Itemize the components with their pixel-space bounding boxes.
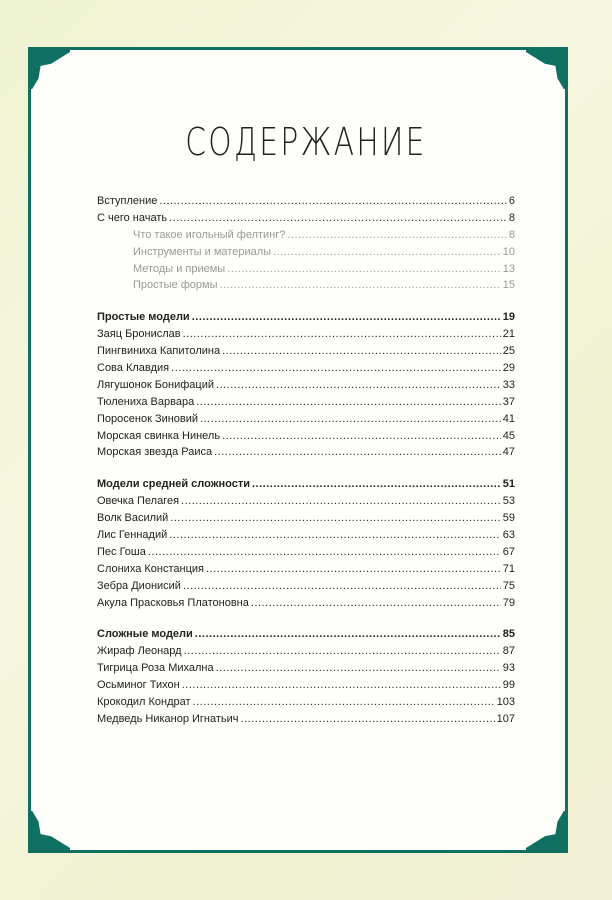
spacer — [97, 611, 515, 626]
entry-page: 75 — [502, 579, 515, 592]
leader-dots — [183, 326, 501, 343]
corner-ornament — [526, 811, 568, 853]
entry-page: 6 — [508, 195, 515, 207]
entry-title: Простые формы — [133, 279, 218, 292]
leader-dots — [222, 343, 501, 360]
leader-dots — [171, 360, 501, 377]
toc-entry[interactable] — [97, 244, 515, 261]
page-title: СОДЕРЖАНИЕ — [185, 120, 427, 164]
entry-title: Заяц Бронислав — [97, 328, 181, 341]
entry-title: Методы и приемы — [133, 262, 226, 275]
leader-dots — [214, 444, 501, 461]
entry-page: 103 — [496, 696, 515, 709]
entry-page: 67 — [502, 545, 515, 558]
leader-dots — [181, 493, 501, 510]
entry-title: Лис Геннадий — [97, 529, 168, 542]
entry-title: Простые модели — [97, 311, 190, 324]
toc-entry[interactable] — [97, 343, 515, 360]
entry-page: 59 — [502, 512, 515, 525]
entry-page: 45 — [502, 429, 515, 442]
toc-entry[interactable] — [97, 411, 515, 428]
toc-entry[interactable] — [97, 360, 515, 377]
leader-dots — [184, 643, 501, 660]
entry-title: Пес Гоша — [97, 545, 146, 558]
entry-page: 25 — [502, 345, 515, 358]
entry-title: Тюлениха Варвара — [97, 395, 195, 408]
entry-title: Осьминог Тихон — [97, 679, 180, 692]
toc-entry[interactable] — [97, 677, 515, 694]
spacer — [97, 461, 515, 476]
entry-page: 99 — [502, 679, 515, 692]
entry-page: 79 — [502, 596, 515, 609]
toc-entry[interactable] — [97, 660, 515, 677]
entry-title: Сова Клавдия — [97, 362, 170, 375]
entry-page: 47 — [502, 446, 515, 459]
entry-title: Тигрица Роза Михална — [97, 662, 214, 675]
entry-title: Овечка Пелагея — [97, 495, 180, 508]
leader-dots — [200, 411, 501, 428]
toc-entry[interactable] — [97, 227, 515, 244]
leader-dots — [182, 677, 501, 694]
toc-entry[interactable] — [97, 694, 515, 711]
toc-entry[interactable] — [97, 277, 515, 294]
leader-dots — [220, 277, 501, 294]
entry-title: Волк Василий — [97, 512, 169, 525]
leader-dots — [196, 394, 501, 411]
entry-page: 15 — [502, 279, 515, 292]
entry-title: Лягушонок Бонифаций — [97, 378, 215, 391]
toc-entry[interactable] — [97, 527, 515, 544]
toc-entry[interactable] — [97, 210, 515, 227]
leader-dots — [169, 527, 501, 544]
leader-dots — [222, 428, 501, 445]
leader-dots — [287, 227, 506, 244]
toc-entry[interactable] — [97, 309, 515, 326]
leader-dots — [183, 578, 501, 595]
entry-page: 19 — [502, 311, 515, 324]
entry-title: Медведь Никанор Игнатьич — [97, 712, 239, 725]
entry-title: Поросенок Зиновий — [97, 412, 199, 425]
entry-page: 51 — [502, 478, 515, 491]
leader-dots — [216, 377, 501, 394]
leader-dots — [216, 660, 501, 677]
leader-dots — [170, 510, 500, 527]
toc-entry[interactable] — [97, 544, 515, 561]
leader-dots — [241, 711, 495, 728]
toc-entry[interactable] — [97, 595, 515, 612]
leader-dots — [252, 476, 501, 493]
leader-dots — [251, 595, 501, 612]
corner-ornament — [28, 47, 70, 89]
entry-title: Пингвиниха Капитолина — [97, 345, 221, 358]
entry-page: 85 — [502, 628, 515, 641]
leader-dots — [148, 544, 501, 561]
table-of-contents — [97, 193, 515, 728]
entry-page: 8 — [508, 228, 515, 241]
entry-page: 8 — [508, 211, 515, 224]
entry-title: Что такое игольный фелтинг? — [133, 228, 286, 241]
entry-page: 10 — [502, 245, 515, 258]
toc-entry[interactable] — [97, 428, 515, 445]
entry-page: 13 — [502, 262, 515, 275]
entry-page: 21 — [502, 328, 515, 341]
entry-title: Модели средней сложности — [97, 478, 250, 491]
entry-title: С чего начать — [97, 211, 168, 224]
leader-dots — [192, 309, 501, 326]
leader-dots — [193, 694, 495, 711]
toc-entry[interactable] — [97, 626, 515, 643]
entry-page: 29 — [502, 362, 515, 375]
entry-title: Зебра Дионисий — [97, 579, 181, 592]
leader-dots — [169, 210, 507, 227]
leader-dots — [273, 244, 501, 261]
entry-page: 37 — [502, 395, 515, 408]
toc-entry[interactable] — [97, 643, 515, 660]
entry-page: 93 — [502, 662, 515, 675]
toc-entry[interactable] — [97, 377, 515, 394]
entry-page: 41 — [502, 412, 515, 425]
leader-dots — [195, 626, 501, 643]
entry-page: 107 — [496, 712, 515, 725]
entry-page: 71 — [502, 562, 515, 575]
entry-page: 87 — [502, 645, 515, 658]
entry-page: 53 — [502, 495, 515, 508]
toc-entry[interactable] — [97, 578, 515, 595]
corner-ornament — [28, 811, 70, 853]
toc-entry[interactable] — [97, 476, 515, 493]
entry-page: 33 — [502, 378, 515, 391]
entry-title: Морская свинка Нинель — [97, 429, 221, 442]
entry-title: Жираф Леонард — [97, 645, 182, 658]
corner-ornament — [526, 47, 568, 89]
toc-entry[interactable] — [97, 444, 515, 461]
entry-title: Слониха Констанция — [97, 562, 204, 575]
entry-page: 63 — [502, 529, 515, 542]
leader-dots — [227, 261, 501, 278]
toc-entry[interactable] — [97, 493, 515, 510]
toc-entry[interactable] — [97, 261, 515, 278]
toc-entry[interactable] — [97, 561, 515, 578]
entry-title: Крокодил Кондрат — [97, 696, 191, 709]
leader-dots — [206, 561, 501, 578]
entry-title: Вступление — [97, 195, 158, 207]
leader-dots — [159, 193, 507, 210]
entry-title: Инструменты и материалы — [133, 245, 272, 258]
toc-entry[interactable] — [97, 193, 515, 210]
entry-title: Сложные модели — [97, 628, 193, 641]
toc-entry[interactable] — [97, 510, 515, 527]
entry-title: Морская звезда Раиса — [97, 446, 213, 459]
toc-entry[interactable] — [97, 711, 515, 728]
spacer — [97, 294, 515, 309]
toc-entry[interactable] — [97, 326, 515, 343]
toc-entry[interactable] — [97, 394, 515, 411]
entry-title: Акула Прасковья Платоновна — [97, 596, 249, 609]
